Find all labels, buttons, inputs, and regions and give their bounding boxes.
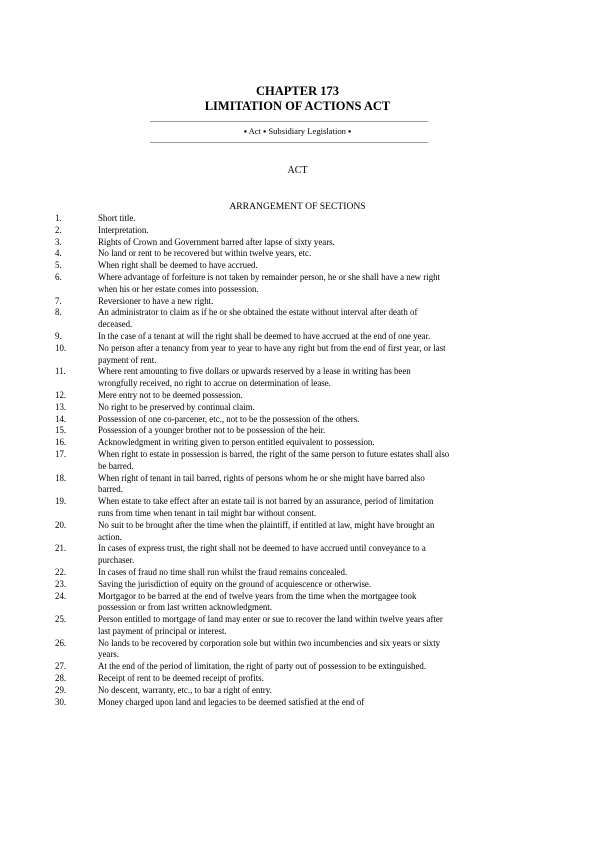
section-item[interactable] [0,567,595,579]
section-number: 26. [55,637,67,648]
section-title: Mere entry not to be deemed possession. [98,389,243,400]
section-title: No suit to be brought after the time when the plaintiff, if entitled at law, might have brought an action. [98,519,435,542]
section-item[interactable] [0,449,595,473]
section-title: In cases of fraud no time shall run whilst the fraud remains concealed. [98,566,348,577]
section-title: Reversioner to have a new right. [98,295,214,306]
section-title: When estate to take effect after an estate tail is not barred by an assurance, period of limitation runs from time when tenant in tail might bar without consent. [98,496,434,518]
chapter-number: CHAPTER 173 [256,84,339,98]
section-title: Short title. [98,213,136,223]
section-title: When right of tenant in tail barred, rights of persons whom he or she might have barred also barred. [98,472,425,495]
section-number: 12. [55,389,67,400]
section-number: 21. [55,543,67,554]
section-title: No land or rent to be recovered but within twelve years, etc. [98,248,312,259]
section-item[interactable] [0,272,595,296]
section-number: 10. [55,342,67,353]
section-title: No descent, warranty, etc., to bar a right of entry. [98,684,272,695]
section-number: 11. [55,366,66,377]
section-item[interactable] [0,414,595,426]
section-number: 6. [55,271,62,282]
section-title: No right to be preserved by continual claim. [98,401,255,412]
top-divider [150,121,428,122]
section-number: 2. [55,224,62,235]
section-title: When right to estate in possession is barred, the right of the same person to future estates shall also be barred. [98,448,450,471]
section-title: Where rent amounting to five dollars or upwards reserved by a lease in writing has been wrongfully received, no right to accrue on determination of lease. [98,366,411,389]
bottom-divider [150,142,428,143]
section-item[interactable] [0,343,595,367]
section-number: 15. [55,425,67,436]
section-item[interactable] [0,591,595,615]
section-title: Where advantage of forfeiture is not taken by remainder person, he or she shall have a new right when his or her estate comes into possession. [98,271,441,294]
section-number: 3. [55,236,62,247]
section-item[interactable] [0,579,595,591]
section-number: 4. [55,248,62,259]
section-title: Receipt of rent to be deemed receipt of profits. [98,673,264,684]
section-title: At the end of the period of limitation, the right of party out of possession to be extinguished. [98,661,427,672]
section-title: Acknowledgment in writing given to person entitled equivalent to possession. [98,437,375,448]
section-item[interactable] [0,496,595,520]
section-item[interactable] [0,307,595,331]
section-number: 24. [55,590,67,601]
act-heading: ACT [287,165,308,176]
section-number: 8. [55,307,62,318]
section-title: Interpretation. [98,224,149,235]
section-title: No person after a tenancy from year to year to have any right but from the end of first year, or last payment of rent. [98,342,446,365]
section-item[interactable] [0,638,595,662]
section-item[interactable] [0,248,595,260]
section-number: 30. [55,696,67,707]
section-title: When right shall be deemed to have accrued. [98,260,258,271]
section-title: Possession of one co-parcener, etc., not to be the possession of the others. [98,413,360,424]
section-title: Rights of Crown and Government barred after lapse of sixty years. [98,236,335,247]
act-title: LIMITATION OF ACTIONS ACT [204,99,391,113]
section-title: Money charged upon land and legacies to be deemed satisfied at the end of [98,696,365,707]
section-title: Possession of a younger brother not to be possession of the heir. [98,425,326,436]
section-number: 13. [55,401,67,412]
nav-links[interactable]: ▪ Act ▪ Subsidiary Legislation ▪ [243,126,352,136]
section-number: 29. [55,684,67,695]
section-item[interactable] [0,685,595,697]
section-number: 16. [55,437,67,448]
section-number: 18. [55,472,67,483]
section-title: No lands to be recovered by corporation sole but within two incumbencies and six years or sixty years. [98,637,441,660]
section-item[interactable] [0,296,595,308]
section-number: 19. [55,496,67,507]
section-item[interactable] [0,473,595,497]
section-title: An administrator to claim as if he or she obtained the estate without interval after death of deceased. [98,307,418,330]
section-item[interactable] [0,614,595,638]
section-item[interactable] [0,331,595,343]
section-item[interactable] [0,425,595,437]
section-item[interactable] [0,402,595,414]
section-item[interactable] [0,543,595,567]
section-title: In the case of a tenant at will the right shall be deemed to have accrued at the end of one year. [98,330,431,341]
arrangement-heading: ARRANGEMENT OF SECTIONS [229,201,366,212]
section-item[interactable] [0,237,595,249]
section-item[interactable] [0,260,595,272]
section-title: Saving the jurisdiction of equity on the ground of acquiescence or otherwise. [98,578,372,589]
section-number: 23. [55,578,67,589]
section-item[interactable] [0,213,595,225]
section-item[interactable] [0,520,595,544]
section-item[interactable] [0,697,595,709]
section-item[interactable] [0,661,595,673]
section-number: 28. [55,673,67,684]
section-number: 22. [55,566,67,577]
section-item[interactable] [0,437,595,449]
section-number: 20. [55,519,67,530]
section-item[interactable] [0,366,595,390]
section-number: 9. [55,330,62,341]
section-number: 25. [55,614,67,625]
sections-list [0,213,595,708]
section-item[interactable] [0,673,595,685]
section-item[interactable] [0,390,595,402]
section-number: 5. [55,260,62,271]
section-title: In cases of express trust, the right shall not be deemed to have accrued until conveyance to a purchaser. [98,543,426,566]
section-title: Mortgagor to be barred at the end of twelve years from the time when the mortgagee took possession or from last written acknowledgment. [98,590,417,613]
section-number: 7. [55,295,62,306]
section-number: 17. [55,448,67,459]
section-number: 1. [55,213,62,223]
section-item[interactable] [0,225,595,237]
section-number: 14. [55,413,67,424]
section-number: 27. [55,661,67,672]
section-title: Person entitled to mortgage of land may enter or sue to recover the land within twelve years after last payment of principal or interest. [98,614,443,636]
